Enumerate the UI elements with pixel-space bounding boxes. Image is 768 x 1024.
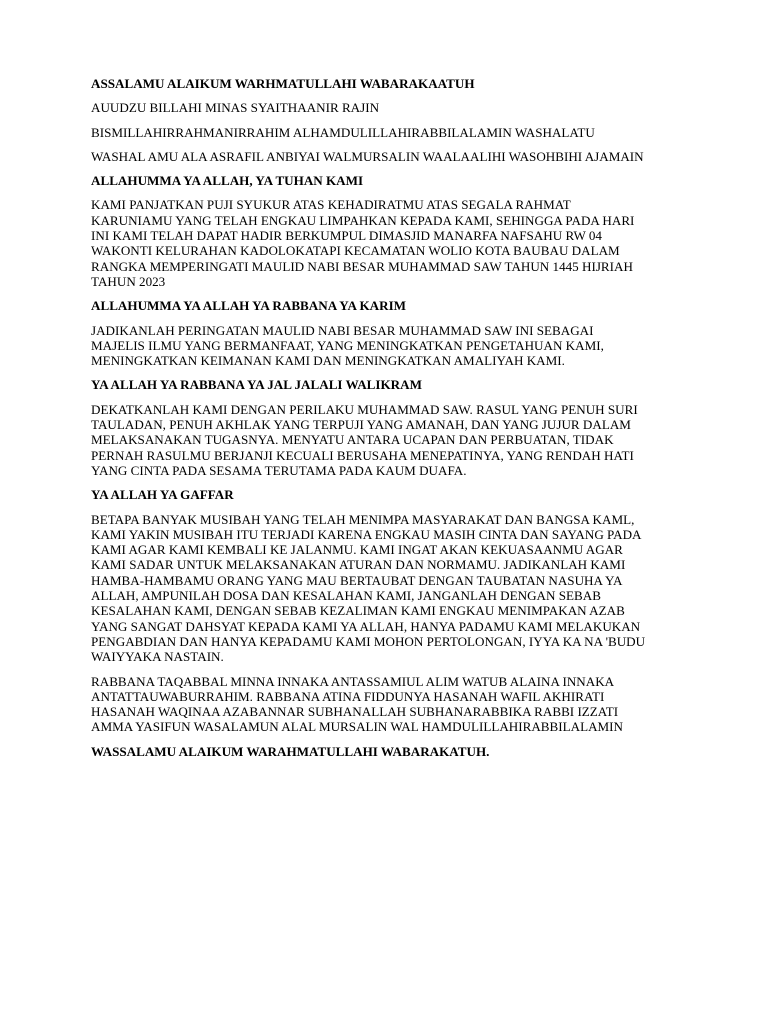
- section-body-4: BETAPA BANYAK MUSIBAH YANG TELAH MENIMPA MASYARAKAT DAN BANGSA KAML, KAMI YAKIN MUSIBAH ITU TERJADI KARENA ENGKAU MASIH CINTA DAN SAYANG PADA KAMI AGAR KAMI KEMBALI KE JALANMU. KAMI INGAT AKAN KEKUASAANMU AGAR KAMI SADAR UNTUK MELAKSANAKAN ATURAN DAN NORMAMU. JADIKANLAH KAMI HAMBA-HAMBAMU ORANG YANG MAU BERTAUBAT DENGAN TAUBATAN NASUHA YA ALLAH, AMPUNILAH DOSA DAN KESALAHAN KAMI, JANGANLAH DENGAN SEBAB KESALAHAN KAMI, DENGAN SEBAB KEZALIMAN KAMI ENGKAU MENIMPAKAN AZAB YANG SANGAT DAHSYAT KEPADA KAMI YA ALLAH, HANYA PADAMU KAMI MELAKUKAN PENGABDIAN DAN HANYA KEPADAMU KAMI MOHON PERTOLONGAN, IYYA KA NA 'BUDU WAIYYAKA NASTAIN.: [91, 511, 646, 665]
- greeting-closing: WASSALAMU ALAIKUM WARAHMATULLAHI WABARAKATUH.: [91, 743, 490, 759]
- section-heading-1: ALLAHUMMA YA ALLAH, YA TUHAN KAMI: [91, 173, 364, 189]
- document-page: [91, 76, 691, 768]
- basmalah-line: BISMILLAHIRRAHMANIRRAHIM ALHAMDULILLAHIRABBILALAMIN WASHALATU: [91, 124, 595, 140]
- closing-prayer: RABBANA TAQABBAL MINNA INNAKA ANTASSAMIUL ALIM WATUB ALAINA INNAKA ANTATTAUWABURRAHIM. RABBANA ATINA FIDDUNYA HASANAH WAFIL AKHIRATI HASANAH WAQINAA AZABANNAR SUBHANALLAH SUBHANARABBIKA RABBI IZZATI AMMA YASIFUN WASALAMUN ALAL MURSALIN WAL HAMDULILLAHIRABBILALAMIN: [91, 673, 623, 735]
- section-body-2: JADIKANLAH PERINGATAN MAULID NABI BESAR MUHAMMAD SAW INI SEBAGAI MAJELIS ILMU YANG BERMANFAAT, YANG MENINGKATKAN PENGETAHUAN KAMI, MENINGKATKAN KEIMANAN KAMI DAN MENINGKATKAN AMALIYAH KAMI.: [91, 322, 604, 369]
- section-heading-3: YA ALLAH YA RABBANA YA JAL JALALI WALIKRAM: [91, 377, 422, 393]
- section-heading-2: ALLAHUMMA YA ALLAH YA RABBANA YA KARIM: [91, 298, 407, 314]
- greeting-opening: ASSALAMU ALAIKUM WARHMATULLAHI WABARAKAATUH: [91, 76, 475, 91]
- ta-awwudz-line: AUUDZU BILLAHI MINAS SYAITHAANIR RAJIN: [91, 100, 380, 116]
- section-body-3: DEKATKANLAH KAMI DENGAN PERILAKU MUHAMMAD SAW. RASUL YANG PENUH SURI TAULADAN, PENUH AKHLAK YANG TERPUJI YANG AMANAH, DAN YANG JUJUR DALAM MELAKSANAKAN TUGASNYA. MENYATU ANTARA UCAPAN DAN PERBUATAN, TIDAK PERNAH RASULMU BERJANJI KECUALI BERUSAHA MENEPATINYA, YANG RENDAH HATI YANG CINTA PADA SESAMA TERUTAMA PADA KAUM DUAFA.: [91, 401, 638, 478]
- section-heading-4: YA ALLAH YA GAFFAR: [91, 487, 234, 503]
- shalawat-line: WASHAL AMU ALA ASRAFIL ANBIYAI WALMURSALIN WAALAALIHI WASOHBIHI AJAMAIN: [91, 148, 644, 164]
- section-body-1: KAMI PANJATKAN PUJI SYUKUR ATAS KEHADIRATMU ATAS SEGALA RAHMAT KARUNIAMU YANG TELAH ENGKAU LIMPAHKAN KEPADA KAMI, SEHINGGA PADA HARI INI KAMI TELAH DAPAT HADIR BERKUMPUL DIMASJID MANARFA NAFSAHU RW 04 WAKONTI KELURAHAN KADOLOKATAPI KECAMATAN WOLIO KOTA BAUBAU DALAM RANGKA MEMPERINGATI MAULID NABI BESAR MUHAMMAD SAW TAHUN 1445 HIJRIAH TAHUN 2023: [91, 197, 635, 289]
